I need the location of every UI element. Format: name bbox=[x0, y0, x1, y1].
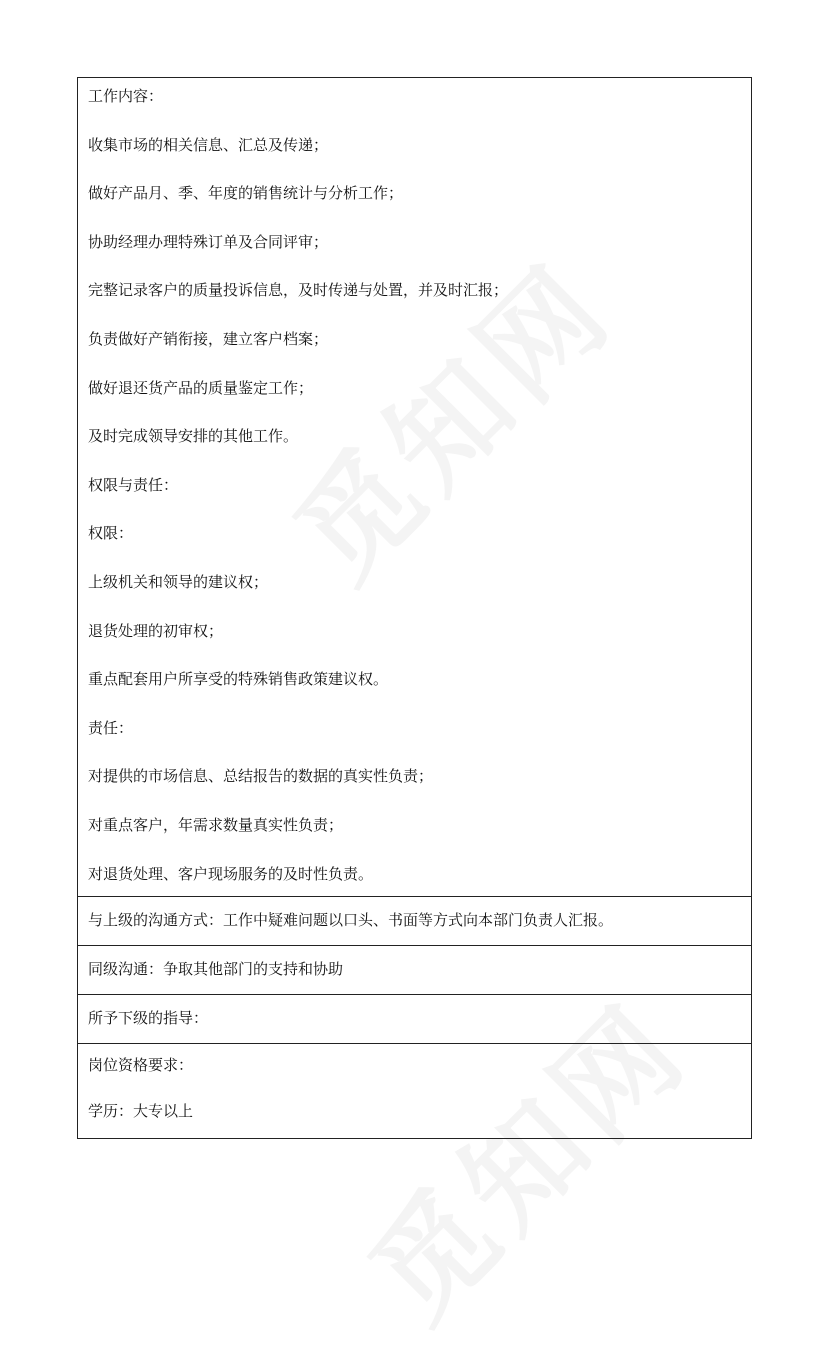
authority-item: 上级机关和领导的建议权； bbox=[88, 572, 269, 591]
duty-item: 做好退还货产品的质量鉴定工作； bbox=[88, 378, 314, 397]
subordinate-guidance-cell bbox=[78, 994, 752, 1043]
duties-heading: 工作内容： bbox=[88, 87, 164, 105]
duty-item: 完整记录客户的质量投诉信息，及时传递与处置，并及时汇报； bbox=[88, 281, 509, 300]
authority-item: 重点配套用户所享受的特殊销售政策建议权。 bbox=[88, 670, 389, 689]
table-row bbox=[78, 1043, 752, 1138]
duty-item: 做好产品月、季、年度的销售统计与分析工作； bbox=[88, 184, 404, 203]
table-row bbox=[78, 994, 752, 1043]
responsibility-item: 对重点客户，年需求数量真实性负责； bbox=[88, 815, 344, 834]
duty-item: 及时完成领导安排的其他工作。 bbox=[88, 427, 299, 446]
duty-item: 协助经理办理特殊订单及合同评审； bbox=[88, 232, 329, 251]
table-row bbox=[78, 945, 752, 994]
responsibility-item: 对退货处理、客户现场服务的及时性负责。 bbox=[88, 864, 374, 883]
duties-cell bbox=[78, 78, 752, 897]
table-row bbox=[78, 78, 752, 897]
duty-item: 收集市场的相关信息、汇总及传递； bbox=[88, 135, 329, 154]
subordinate-guidance-text: 所予下级的指导： bbox=[88, 1008, 209, 1027]
responsibility-heading: 责任： bbox=[88, 718, 134, 737]
table-row bbox=[78, 896, 752, 945]
communication-peer-text: 同级沟通：争取其他部门的支持和协助 bbox=[88, 959, 344, 978]
job-description-table bbox=[77, 77, 752, 1139]
qualifications-cell bbox=[78, 1043, 752, 1138]
education-requirement: 学历：大专以上 bbox=[88, 1101, 194, 1120]
communication-peer-cell bbox=[78, 945, 752, 994]
communication-superior-cell bbox=[78, 896, 752, 945]
authority-responsibility-heading: 权限与责任： bbox=[88, 475, 179, 494]
authority-item: 退货处理的初审权； bbox=[88, 621, 224, 640]
authority-heading: 权限： bbox=[88, 524, 134, 543]
qualifications-heading: 岗位资格要求： bbox=[88, 1055, 194, 1074]
communication-superior-text: 与上级的沟通方式：工作中疑难问题以口头、书面等方式向本部门负责人汇报。 bbox=[88, 910, 614, 929]
responsibility-item: 对提供的市场信息、总结报告的数据的真实性负责； bbox=[88, 767, 434, 786]
duty-item: 负责做好产销衔接，建立客户档案； bbox=[88, 329, 329, 348]
